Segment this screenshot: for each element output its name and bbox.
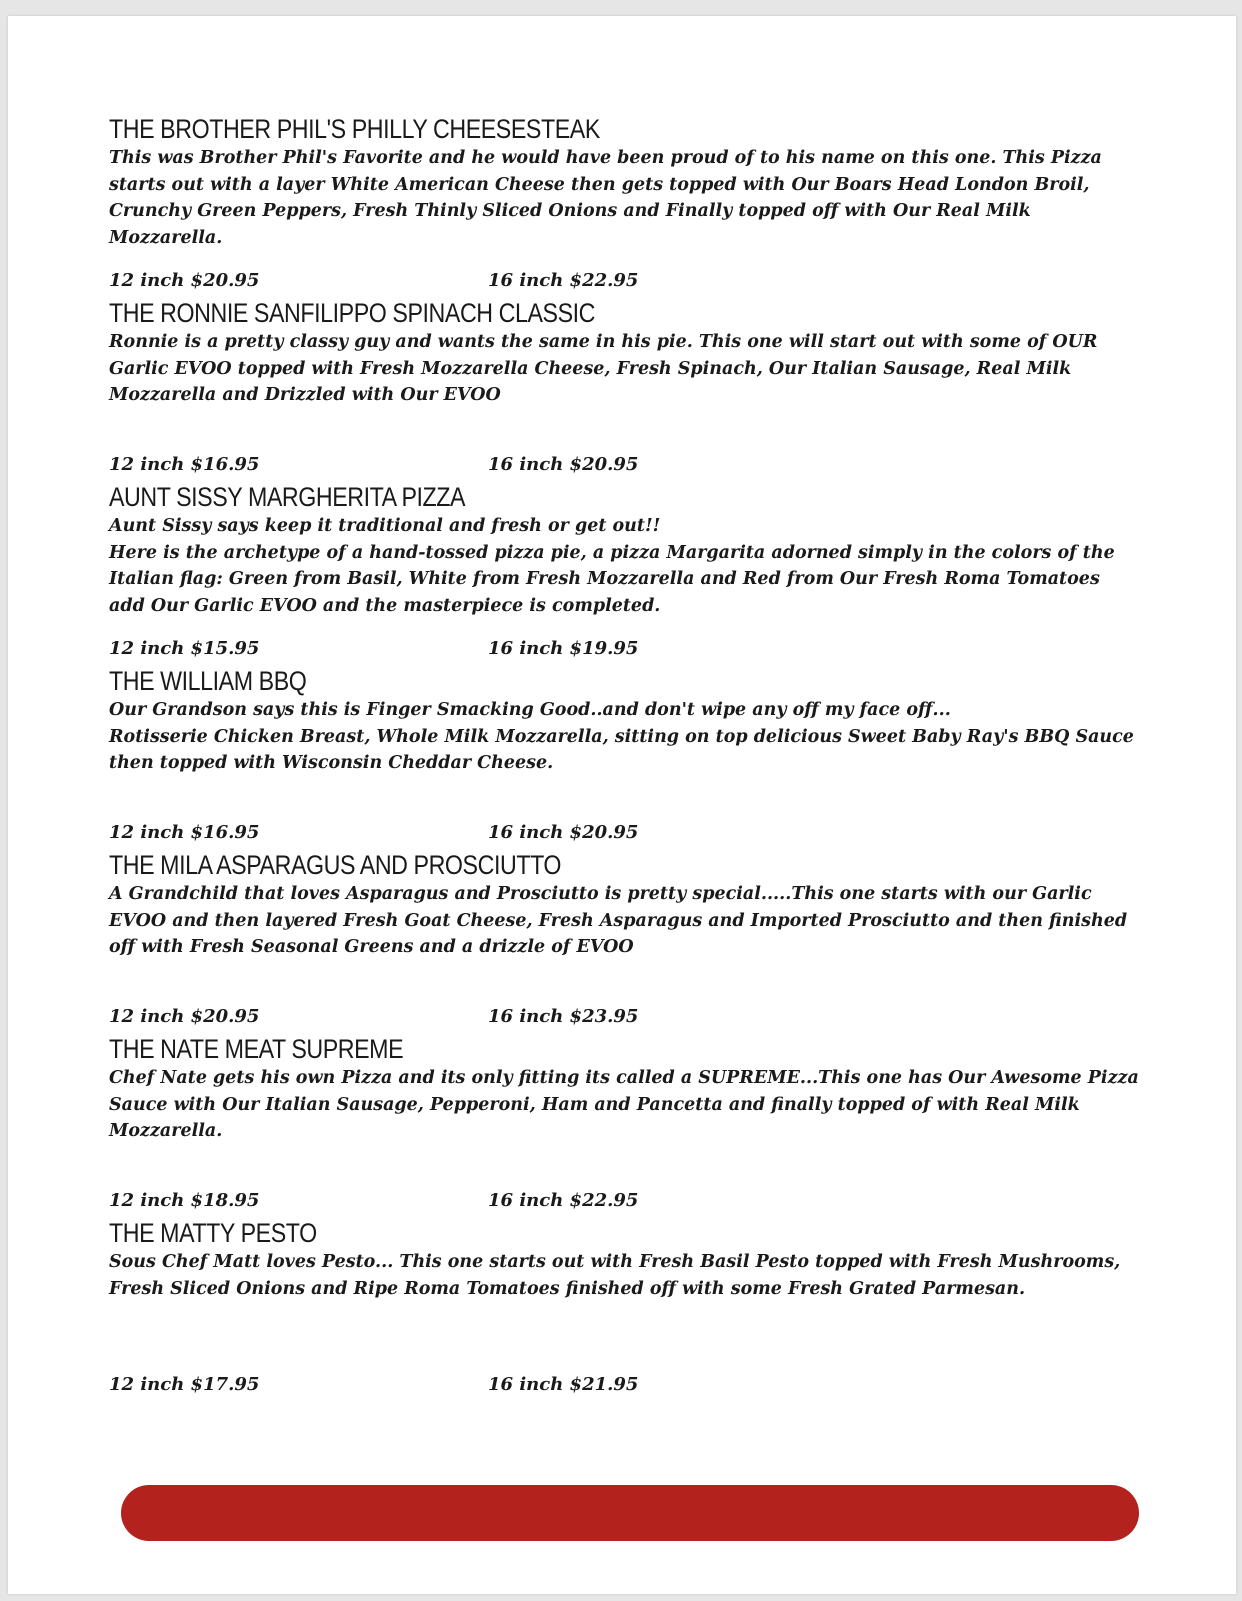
price-16-inch: 16 inch $23.95 [488, 1006, 639, 1027]
menu-item [109, 481, 1139, 665]
price-16-inch: 16 inch $20.95 [488, 822, 639, 843]
item-title: THE BROTHER PHIL'S PHILLY CHEESESTEAK [109, 114, 600, 144]
footer-bar [121, 1485, 1139, 1541]
item-title: THE RONNIE SANFILIPPO SPINACH CLASSIC [109, 298, 596, 328]
item-title: THE MATTY PESTO [109, 1218, 317, 1248]
menu-list [109, 113, 1139, 1401]
price-12-inch: 12 inch $20.95 [109, 1006, 260, 1027]
menu-item [109, 665, 1139, 849]
item-title: THE MILA ASPARAGUS AND PROSCIUTTO [109, 850, 562, 880]
item-description: Aunt Sissy says keep it traditional and fresh or get out!! Here is the archetype of a hand-tossed pizza pie, a pizza Margarita adorned simply in the colors of the Italian flag: Green from Basil, White from Fresh Mozzarella and Red from Our Fresh Roma Tomatoes add Our Garlic EVOO and the masterpiece is completed. [109, 516, 1115, 616]
item-title: THE WILLIAM BBQ [109, 666, 307, 696]
menu-page [8, 16, 1236, 1594]
price-12-inch: 12 inch $16.95 [109, 822, 260, 843]
item-description: Chef Nate gets his own Pizza and its only fitting its called a SUPREME...This one has Our Awesome Pizza Sauce with Our Italian Sausage, Pepperoni, Ham and Pancetta and finally topped of with Real Milk Mozzarella. [109, 1068, 1139, 1141]
price-16-inch: 16 inch $21.95 [488, 1374, 639, 1395]
item-description: Sous Chef Matt loves Pesto... This one starts out with Fresh Basil Pesto topped with Fresh Mushrooms, Fresh Sliced Onions and Ripe Roma Tomatoes finished off with some Fresh Grated Parmesan. [109, 1252, 1121, 1299]
price-16-inch: 16 inch $22.95 [488, 270, 639, 291]
menu-item [109, 849, 1139, 1033]
price-16-inch: 16 inch $20.95 [488, 454, 639, 475]
price-12-inch: 12 inch $18.95 [109, 1190, 260, 1211]
menu-item [109, 1217, 1139, 1401]
price-12-inch: 12 inch $16.95 [109, 454, 260, 475]
menu-item [109, 1033, 1139, 1217]
item-description: This was Brother Phil's Favorite and he would have been proud of to his name on this one. This Pizza starts out with a layer White American Cheese then gets topped with Our Boars Head London Broil, Crunchy Green Peppers, Fresh Thinly Sliced Onions and Finally topped off with Our Real Milk Mozzarella. [109, 148, 1102, 248]
price-12-inch: 12 inch $15.95 [109, 638, 260, 659]
item-description: Ronnie is a pretty classy guy and wants the same in his pie. This one will start out with some of OUR Garlic EVOO topped with Fresh Mozzarella Cheese, Fresh Spinach, Our Italian Sausage, Real Milk Mozzarella and Drizzled with Our EVOO [109, 332, 1098, 405]
price-12-inch: 12 inch $20.95 [109, 270, 260, 291]
menu-item [109, 297, 1139, 481]
item-title: AUNT SISSY MARGHERITA PIZZA [109, 482, 466, 512]
item-title: THE NATE MEAT SUPREME [109, 1034, 404, 1064]
menu-item [109, 113, 1139, 297]
item-description: A Grandchild that loves Asparagus and Prosciutto is pretty special.....This one starts with our Garlic EVOO and then layered Fresh Goat Cheese, Fresh Asparagus and Imported Prosciutto and then finished off with Fresh Seasonal Greens and a drizzle of EVOO [109, 884, 1128, 957]
price-12-inch: 12 inch $17.95 [109, 1374, 260, 1395]
item-description: Our Grandson says this is Finger Smacking Good..and don't wipe any off my face off... Rotisserie Chicken Breast, Whole Milk Mozzarella, sitting on top delicious Sweet Baby Ray's BBQ Sauce then topped with Wisconsin Cheddar Cheese. [109, 700, 1134, 773]
price-16-inch: 16 inch $19.95 [488, 638, 639, 659]
price-16-inch: 16 inch $22.95 [488, 1190, 639, 1211]
